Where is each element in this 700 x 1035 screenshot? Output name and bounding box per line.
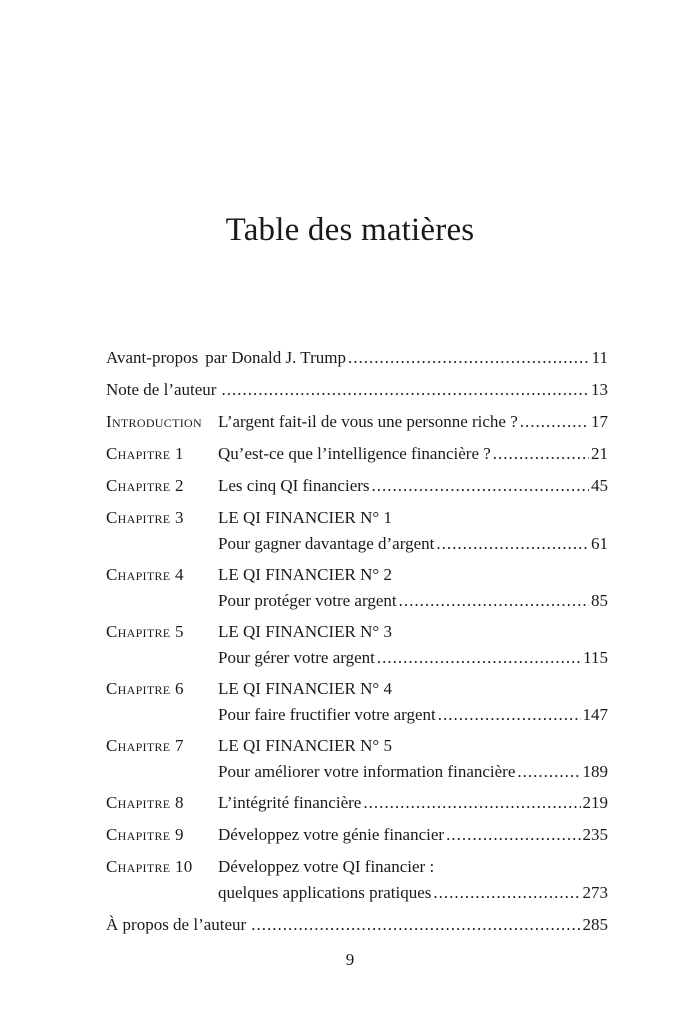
toc-entry-text: Qu’est-ce que l’intelligence financière ? <box>218 444 491 463</box>
dot-leader <box>436 531 589 557</box>
toc-entry-text: Pour faire fructifier votre argent <box>218 705 436 724</box>
toc-entry-label: Introduction <box>106 412 202 431</box>
dot-leader <box>363 790 580 816</box>
toc-entry-heading: LE QI FINANCIER N° 1 <box>218 508 392 527</box>
toc-entry-heading: Développez votre QI financier : <box>218 857 435 876</box>
toc-page-number: 273 <box>582 883 608 902</box>
dot-leader <box>433 880 580 906</box>
toc-page-number: 13 <box>591 380 608 399</box>
toc-entry-heading: LE QI FINANCIER N° 3 <box>218 622 392 641</box>
toc-page-number: 21 <box>591 444 608 463</box>
toc-entry-label: Chapitre 1 <box>106 444 184 463</box>
toc-entry-chapitre-5 <box>106 619 608 671</box>
table-of-contents <box>106 345 608 938</box>
toc-entry-text: par Donald J. Trump <box>205 348 346 367</box>
toc-entry-text: Développez votre génie financier <box>218 825 445 844</box>
dot-leader <box>348 345 590 371</box>
toc-entry-chapitre-4 <box>106 562 608 614</box>
toc-page-number: 219 <box>582 793 608 812</box>
toc-entry-note-auteur <box>106 377 608 403</box>
toc-entry-chapitre-9 <box>106 822 608 848</box>
toc-entry-label: Chapitre 4 <box>106 565 184 584</box>
toc-entry-avant-propos <box>106 345 608 371</box>
toc-entry-a-propos-auteur <box>106 912 608 938</box>
dot-leader <box>221 377 589 403</box>
toc-entry-chapitre-7 <box>106 733 608 785</box>
dot-leader <box>377 645 581 671</box>
toc-entry-label: Chapitre 10 <box>106 857 193 876</box>
toc-page-number: 147 <box>582 705 608 724</box>
toc-entry-text: L’argent fait-il de vous une personne riche ? <box>218 412 518 431</box>
toc-entry-heading: LE QI FINANCIER N° 5 <box>218 736 392 755</box>
toc-page-number: 17 <box>591 412 608 431</box>
toc-entry-text: Pour améliorer votre information financière <box>218 762 516 781</box>
toc-page-number: 189 <box>582 762 608 781</box>
toc-entry-label: Chapitre 2 <box>106 476 184 495</box>
toc-entry-text: Pour gérer votre argent <box>218 648 375 667</box>
toc-entry-label: Chapitre 8 <box>106 793 184 812</box>
dot-leader <box>372 473 589 499</box>
toc-entry-label: Avant-propos <box>106 348 199 367</box>
toc-entry-chapitre-3 <box>106 505 608 557</box>
toc-entry-label: À propos de l’auteur <box>106 915 247 934</box>
toc-entry-text: quelques applications pratiques <box>218 883 432 902</box>
dot-leader <box>251 912 580 938</box>
dot-leader <box>438 702 581 728</box>
toc-page-number: 235 <box>582 825 608 844</box>
toc-entry-label: Chapitre 9 <box>106 825 184 844</box>
toc-entry-text: L’intégrité financière <box>218 793 362 812</box>
toc-entry-label: Chapitre 6 <box>106 679 184 698</box>
toc-entry-heading: LE QI FINANCIER N° 4 <box>218 679 392 698</box>
toc-entry-chapitre-8 <box>106 790 608 816</box>
toc-entry-label: Note de l’auteur <box>106 380 217 399</box>
toc-entry-text: Pour protéger votre argent <box>218 591 397 610</box>
toc-page-number: 115 <box>583 648 608 667</box>
toc-page-number: 45 <box>591 476 608 495</box>
toc-entry-chapitre-10 <box>106 854 608 906</box>
toc-entry-heading: LE QI FINANCIER N° 2 <box>218 565 392 584</box>
dot-leader <box>493 441 589 467</box>
page-title: Table des matières <box>225 212 475 248</box>
dot-leader <box>517 759 580 785</box>
toc-entry-label: Chapitre 7 <box>106 736 184 755</box>
toc-page-number: 11 <box>591 348 608 367</box>
toc-entry-introduction <box>106 409 608 435</box>
page-number: 9 <box>345 950 355 969</box>
toc-page-number: 61 <box>591 534 608 553</box>
toc-entry-label: Chapitre 5 <box>106 622 184 641</box>
toc-page-number: 285 <box>582 915 608 934</box>
toc-entry-text: Les cinq QI financiers <box>218 476 370 495</box>
toc-entry-chapitre-6 <box>106 676 608 728</box>
dot-leader <box>520 409 589 435</box>
toc-page-number: 85 <box>591 591 608 610</box>
toc-entry-text: Pour gagner davantage d’argent <box>218 534 435 553</box>
dot-leader <box>446 822 580 848</box>
toc-entry-chapitre-1 <box>106 441 608 467</box>
toc-entry-chapitre-2 <box>106 473 608 499</box>
toc-entry-label: Chapitre 3 <box>106 508 184 527</box>
dot-leader <box>399 588 589 614</box>
